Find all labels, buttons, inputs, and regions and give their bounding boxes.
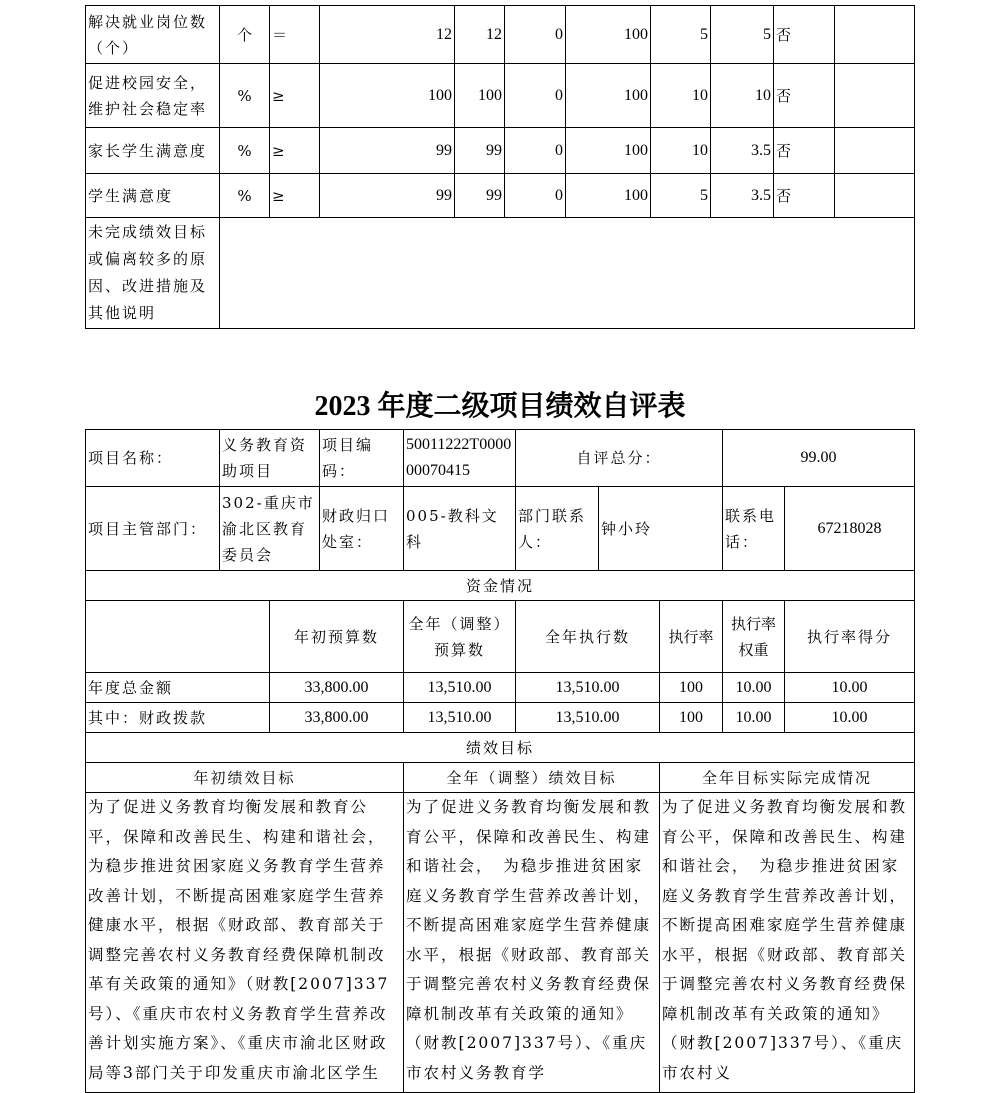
project-code-value: 50011222T000000070415 [404, 430, 516, 487]
indicator-rate: 100 [566, 128, 651, 174]
table-row [86, 571, 915, 601]
indicator-score: 3.5 [711, 128, 774, 174]
table-row [86, 174, 915, 218]
table-row [86, 733, 915, 763]
project-name-label: 项目名称： [86, 430, 220, 487]
funds-budget: 33,800.00 [270, 673, 404, 703]
indicator-score: 3.5 [711, 174, 774, 218]
funds-score: 10.00 [785, 703, 915, 733]
indicator-unit: % [220, 64, 270, 128]
indicator-unit: % [220, 128, 270, 174]
funds-row-label: 年度总金额 [86, 673, 270, 703]
funds-adjusted: 13,510.00 [404, 673, 516, 703]
indicator-unit: % [220, 174, 270, 218]
table-row [86, 6, 915, 64]
indicator-target: 12 [320, 6, 455, 64]
indicator-score: 10 [711, 64, 774, 128]
contact-value: 钟小玲 [599, 487, 723, 571]
table-row [86, 128, 915, 174]
funds-header-weight: 执行率权重 [723, 601, 785, 673]
funds-score: 10.00 [785, 673, 915, 703]
phone-value: 67218028 [785, 487, 915, 571]
indicator-rate: 100 [566, 6, 651, 64]
funds-weight: 10.00 [723, 673, 785, 703]
indicator-deviation: 0 [505, 64, 566, 128]
indicator-remark [835, 64, 915, 128]
indicator-operator: ≥ [270, 174, 320, 218]
goal-initial-text: 为了促进义务教育均衡发展和教育公平，保障和改善民生、构建和谐社会，为稳步推进贫困家庭义务教育学生营养改善计划，不断提高困难家庭学生营养健康水平，根据《财政部、教育部关于调整完善农村义务教育经费保障机制改革有关政策的通知》（财教[2007]337号）、《重庆市农村义务教育学生营养改善计划实施方案》、《重庆市渝北区财政局等3部门关于印发重庆市渝北区学生 [86, 793, 404, 1093]
finance-office-value: 005-教科文科 [404, 487, 516, 571]
funds-weight: 10.00 [723, 703, 785, 733]
indicator-name: 家长学生满意度 [86, 128, 220, 174]
goals-header-adjusted: 全年（调整）绩效目标 [404, 763, 660, 793]
indicator-remark [835, 174, 915, 218]
self-score-label: 自评总分： [516, 430, 723, 487]
indicator-deviation: 0 [505, 128, 566, 174]
note-label: 未完成绩效目标或偏离较多的原因、改进措施及其他说明 [86, 218, 220, 329]
indicator-weight: 10 [651, 64, 711, 128]
funds-budget: 33,800.00 [270, 703, 404, 733]
funds-executed: 13,510.00 [516, 703, 660, 733]
funds-header-budget: 年初预算数 [270, 601, 404, 673]
indicator-name: 学生满意度 [86, 174, 220, 218]
indicator-remark [835, 128, 915, 174]
table-row [86, 703, 915, 733]
funds-section-header: 资金情况 [86, 571, 915, 601]
table-row [86, 763, 915, 793]
table-row [86, 793, 915, 1093]
funds-executed: 13,510.00 [516, 673, 660, 703]
finance-office-label: 财政归口处室： [320, 487, 404, 571]
indicator-flag: 否 [774, 128, 835, 174]
funds-rate: 100 [660, 703, 723, 733]
funds-header-executed: 全年执行数 [516, 601, 660, 673]
funds-row-label: 其中：财政拨款 [86, 703, 270, 733]
indicator-name: 促进校园安全，维护社会稳定率 [86, 64, 220, 128]
indicator-actual: 100 [455, 64, 505, 128]
funds-header-rate: 执行率 [660, 601, 723, 673]
indicator-deviation: 0 [505, 6, 566, 64]
project-name-value: 义务教育资助项目 [220, 430, 320, 487]
page-title: 2023 年度二级项目绩效自评表 [314, 391, 686, 422]
indicator-name: 解决就业岗位数（个） [86, 6, 220, 64]
indicator-weight: 5 [651, 6, 711, 64]
indicator-remark [835, 6, 915, 64]
department-value: 302-重庆市渝北区教育委员会 [220, 487, 320, 571]
funds-adjusted: 13,510.00 [404, 703, 516, 733]
goals-header-actual: 全年目标实际完成情况 [660, 763, 915, 793]
indicator-table [85, 5, 915, 329]
indicator-actual: 12 [455, 6, 505, 64]
funds-header-adjusted: 全年（调整）预算数 [404, 601, 516, 673]
indicator-target: 99 [320, 128, 455, 174]
table-row [86, 64, 915, 128]
indicator-operator: ＝ [270, 6, 320, 64]
indicator-rate: 100 [566, 64, 651, 128]
contact-label: 部门联系人： [516, 487, 599, 571]
table-row [86, 487, 915, 571]
indicator-flag: 否 [774, 64, 835, 128]
indicator-target: 99 [320, 174, 455, 218]
goal-actual-text: 为了促进义务教育均衡发展和教育公平，保障和改善民生、构建和谐社会， 为稳步推进贫困家庭义务教育学生营养改善计划，不断提高困难家庭学生营养健康水平，根据《财政部、教育部关于调整完善农村义务教育经费保障机制改革有关政策的通知》（财教[2007]337号）、《重庆市农村义 [660, 793, 915, 1093]
funds-header-score: 执行率得分 [785, 601, 915, 673]
indicator-score: 5 [711, 6, 774, 64]
indicator-deviation: 0 [505, 174, 566, 218]
indicator-flag: 否 [774, 174, 835, 218]
indicator-operator: ≥ [270, 64, 320, 128]
table-row [86, 218, 915, 329]
department-label: 项目主管部门： [86, 487, 220, 571]
indicator-actual: 99 [455, 174, 505, 218]
table-row [86, 601, 915, 673]
table-row [86, 673, 915, 703]
indicator-weight: 10 [651, 128, 711, 174]
goal-adjusted-text: 为了促进义务教育均衡发展和教育公平，保障和改善民生、构建和谐社会， 为稳步推进贫困家庭义务教育学生营养改善计划，不断提高困难家庭学生营养健康水平，根据《财政部、教育部关于调整完善农村义务教育经费保障机制改革有关政策的通知》（财教[2007]337号）、《重庆市农村义务教育学 [404, 793, 660, 1093]
table-row [86, 430, 915, 487]
indicator-unit: 个 [220, 6, 270, 64]
indicator-flag: 否 [774, 6, 835, 64]
goals-section-header: 绩效目标 [86, 733, 915, 763]
indicator-actual: 99 [455, 128, 505, 174]
self-score-value: 99.00 [723, 430, 915, 487]
indicator-target: 100 [320, 64, 455, 128]
funds-header-blank [86, 601, 270, 673]
phone-label: 联系电话： [723, 487, 785, 571]
indicator-operator: ≥ [270, 128, 320, 174]
funds-rate: 100 [660, 673, 723, 703]
indicator-weight: 5 [651, 174, 711, 218]
project-code-label: 项目编码： [320, 430, 404, 487]
note-content [220, 218, 915, 329]
goals-header-initial: 年初绩效目标 [86, 763, 404, 793]
indicator-rate: 100 [566, 174, 651, 218]
project-evaluation-table [85, 429, 915, 1093]
